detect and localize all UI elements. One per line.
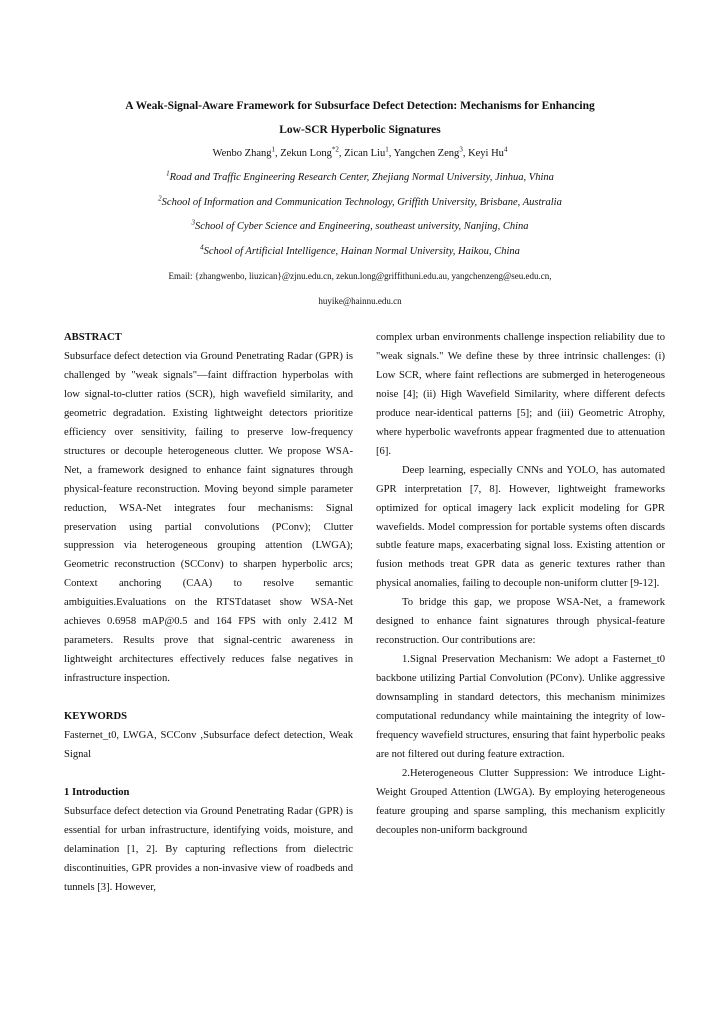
affiliation-mark: 1 — [166, 169, 170, 178]
author-name: Keyi Hu — [468, 148, 504, 159]
author-list: Wenbo Zhang$^1$, Zekun Long$^{*2}$, Zican Liu$^1$, Yangchen Zeng$^3$, Keyi Hu$^4$ — [212, 145, 508, 159]
introduction-paragraph: Subsurface defect detection via Ground Penetrating Radar (GPR) is essential for urban infrastructure, identifying voids, moisture, and delamination [1, 2]. By capturing reflections from dielectric discontinuities, GPR provides a non-invasive view of roadbeds and tunnels [3]. However, — [64, 805, 353, 893]
affiliation-mark: 3 — [191, 218, 195, 227]
paper-title-line2: Low-SCR Hyperbolic Signatures — [279, 124, 441, 136]
affiliation — [40, 191, 680, 216]
introduction-paragraph: To bridge this gap, we propose WSA-Net, a framework designed to enhance faint signatures through physical-feature reconstruction. Our contributions are: — [376, 597, 665, 647]
author-name: Yangchen Zeng — [393, 148, 460, 159]
abstract-heading: ABSTRACT — [64, 332, 122, 343]
affiliation-list — [40, 166, 680, 264]
affiliation — [40, 215, 680, 240]
paper-header — [40, 94, 680, 314]
affiliation — [40, 240, 680, 265]
affiliation-text: School of Information and Communication Technology, Griffith University, Brisbane, Australia — [161, 196, 562, 208]
right-column — [376, 329, 665, 841]
introduction-paragraph: Deep learning, especially CNNs and YOLO, has automated GPR interpretation [7, 8]. However, lightweight frameworks optimized for optical imagery lack explicit modeling for GPR wavefields. Model compression for portable systems often discards subtle feature maps, exacerbating signal loss. Existing attention or fusion methods treat GPR data as generic textures rather than physical anomalies, failing to decouple non-uniform clutter [9-12]. — [376, 464, 665, 590]
introduction-paragraph-continued: complex urban environments challenge inspection reliability due to "weak signals." We define these by three intrinsic challenges: (i) Low SCR, where faint reflections are submerged in heterogeneous noise [4]; (ii) High Wavefield Similarity, where different defects produce near-identical patterns [5]; and (iii) Geometric Atrophy, where hyperbolic wavefronts appear fragmented due to attenuation [6]. — [376, 332, 665, 457]
author-affiliation-mark: 1 — [385, 145, 389, 154]
paper-title-line1: A Weak-Signal-Aware Framework for Subsurface Defect Detection: Mechanisms for Enhancing — [125, 100, 595, 112]
author-affiliation-mark: 1 — [271, 145, 275, 154]
keywords-text: Fasternet_t0, LWGA, SCConv ,Subsurface defect detection, Weak Signal — [64, 730, 353, 760]
author-name: Zican Liu — [344, 148, 386, 159]
contribution-item: 2.Heterogeneous Clutter Suppression: We introduce Light-Weight Grouped Attention (LWGA). By employing heterogeneous feature grouping and sparse sampling, this mechanism explicitly decouples non-uniform background — [376, 767, 665, 836]
affiliation — [40, 166, 680, 191]
author-name: Zekun Long — [280, 148, 332, 159]
contribution-item: 1.Signal Preservation Mechanism: We adopt a Fasternet_t0 backbone utilizing Partial Convolution (PConv). Unlike aggressive downsampling in standard detectors, this mechanism minimizes computational redundancy while maintaining the integrity of low-frequency wavefield structures, ensuring that faint hyperbolic peaks are not filtered out during feature extraction. — [376, 654, 665, 760]
affiliation-text: Road and Traffic Engineering Research Center, Zhejiang Normal University, Jinhua, Vhina — [169, 172, 554, 183]
author-affiliation-mark: 3 — [459, 145, 463, 154]
affiliation-mark: 4 — [200, 243, 204, 251]
author-affiliation-mark: 4 — [503, 145, 508, 154]
email-line2: huyike@hainnu.edu.cn — [318, 296, 402, 306]
affiliation-text: School of Cyber Science and Engineering, southeast university, Nanjing, China — [194, 221, 529, 232]
author-name: Wenbo Zhang — [212, 148, 272, 159]
keywords-heading: KEYWORDS — [64, 711, 127, 723]
affiliation-mark: 2 — [158, 194, 162, 202]
left-column — [64, 329, 353, 898]
author-affiliation-mark: *2 — [331, 145, 339, 154]
introduction-heading: 1 Introduction — [64, 786, 130, 798]
abstract-text: Subsurface defect detection via Ground Penetrating Radar (GPR) is challenged by "weak signals"—faint diffraction hyperbolas with low signal-to-clutter ratios (SCR), high wavefield similarity, and geometric degradation. Existing lightweight detectors prioritize efficiency over sensitivity, failing to preserve low-frequency structures or decouple heterogeneous clutter. We propose WSA-Net, a framework designed to enhance faint signatures through physical-feature reconstruction. Moving beyond simple parameter reduction, WSA-Net integrates four mechanisms: Signal preservation using partial convolutions (PConv); Clutter suppression via heterogeneous grouping attention (LWGA); Geometric reconstruction (SCConv) to sharpen hyperbolic arcs; Context anchoring (CAA) to resolve semantic ambiguities.Evaluations on the RTSTdataset show WSA-Net achieves 0.6958 mAP@0.5 and 164 FPS with only 2.412 M parameters. Results prove that signal-centric awareness in lightweight architectures effectively reduces false negatives in infrastructure inspection. — [64, 350, 353, 685]
email-line1: Email: {zhangwenbo, liuzican}@zjnu.edu.cn, zekun.long@griffithuni.edu.au, yangchenzeng@seu.edu.cn, — [168, 271, 552, 281]
affiliation-text: School of Artificial Intelligence, Hainan Normal University, Haikou, China — [203, 245, 520, 257]
